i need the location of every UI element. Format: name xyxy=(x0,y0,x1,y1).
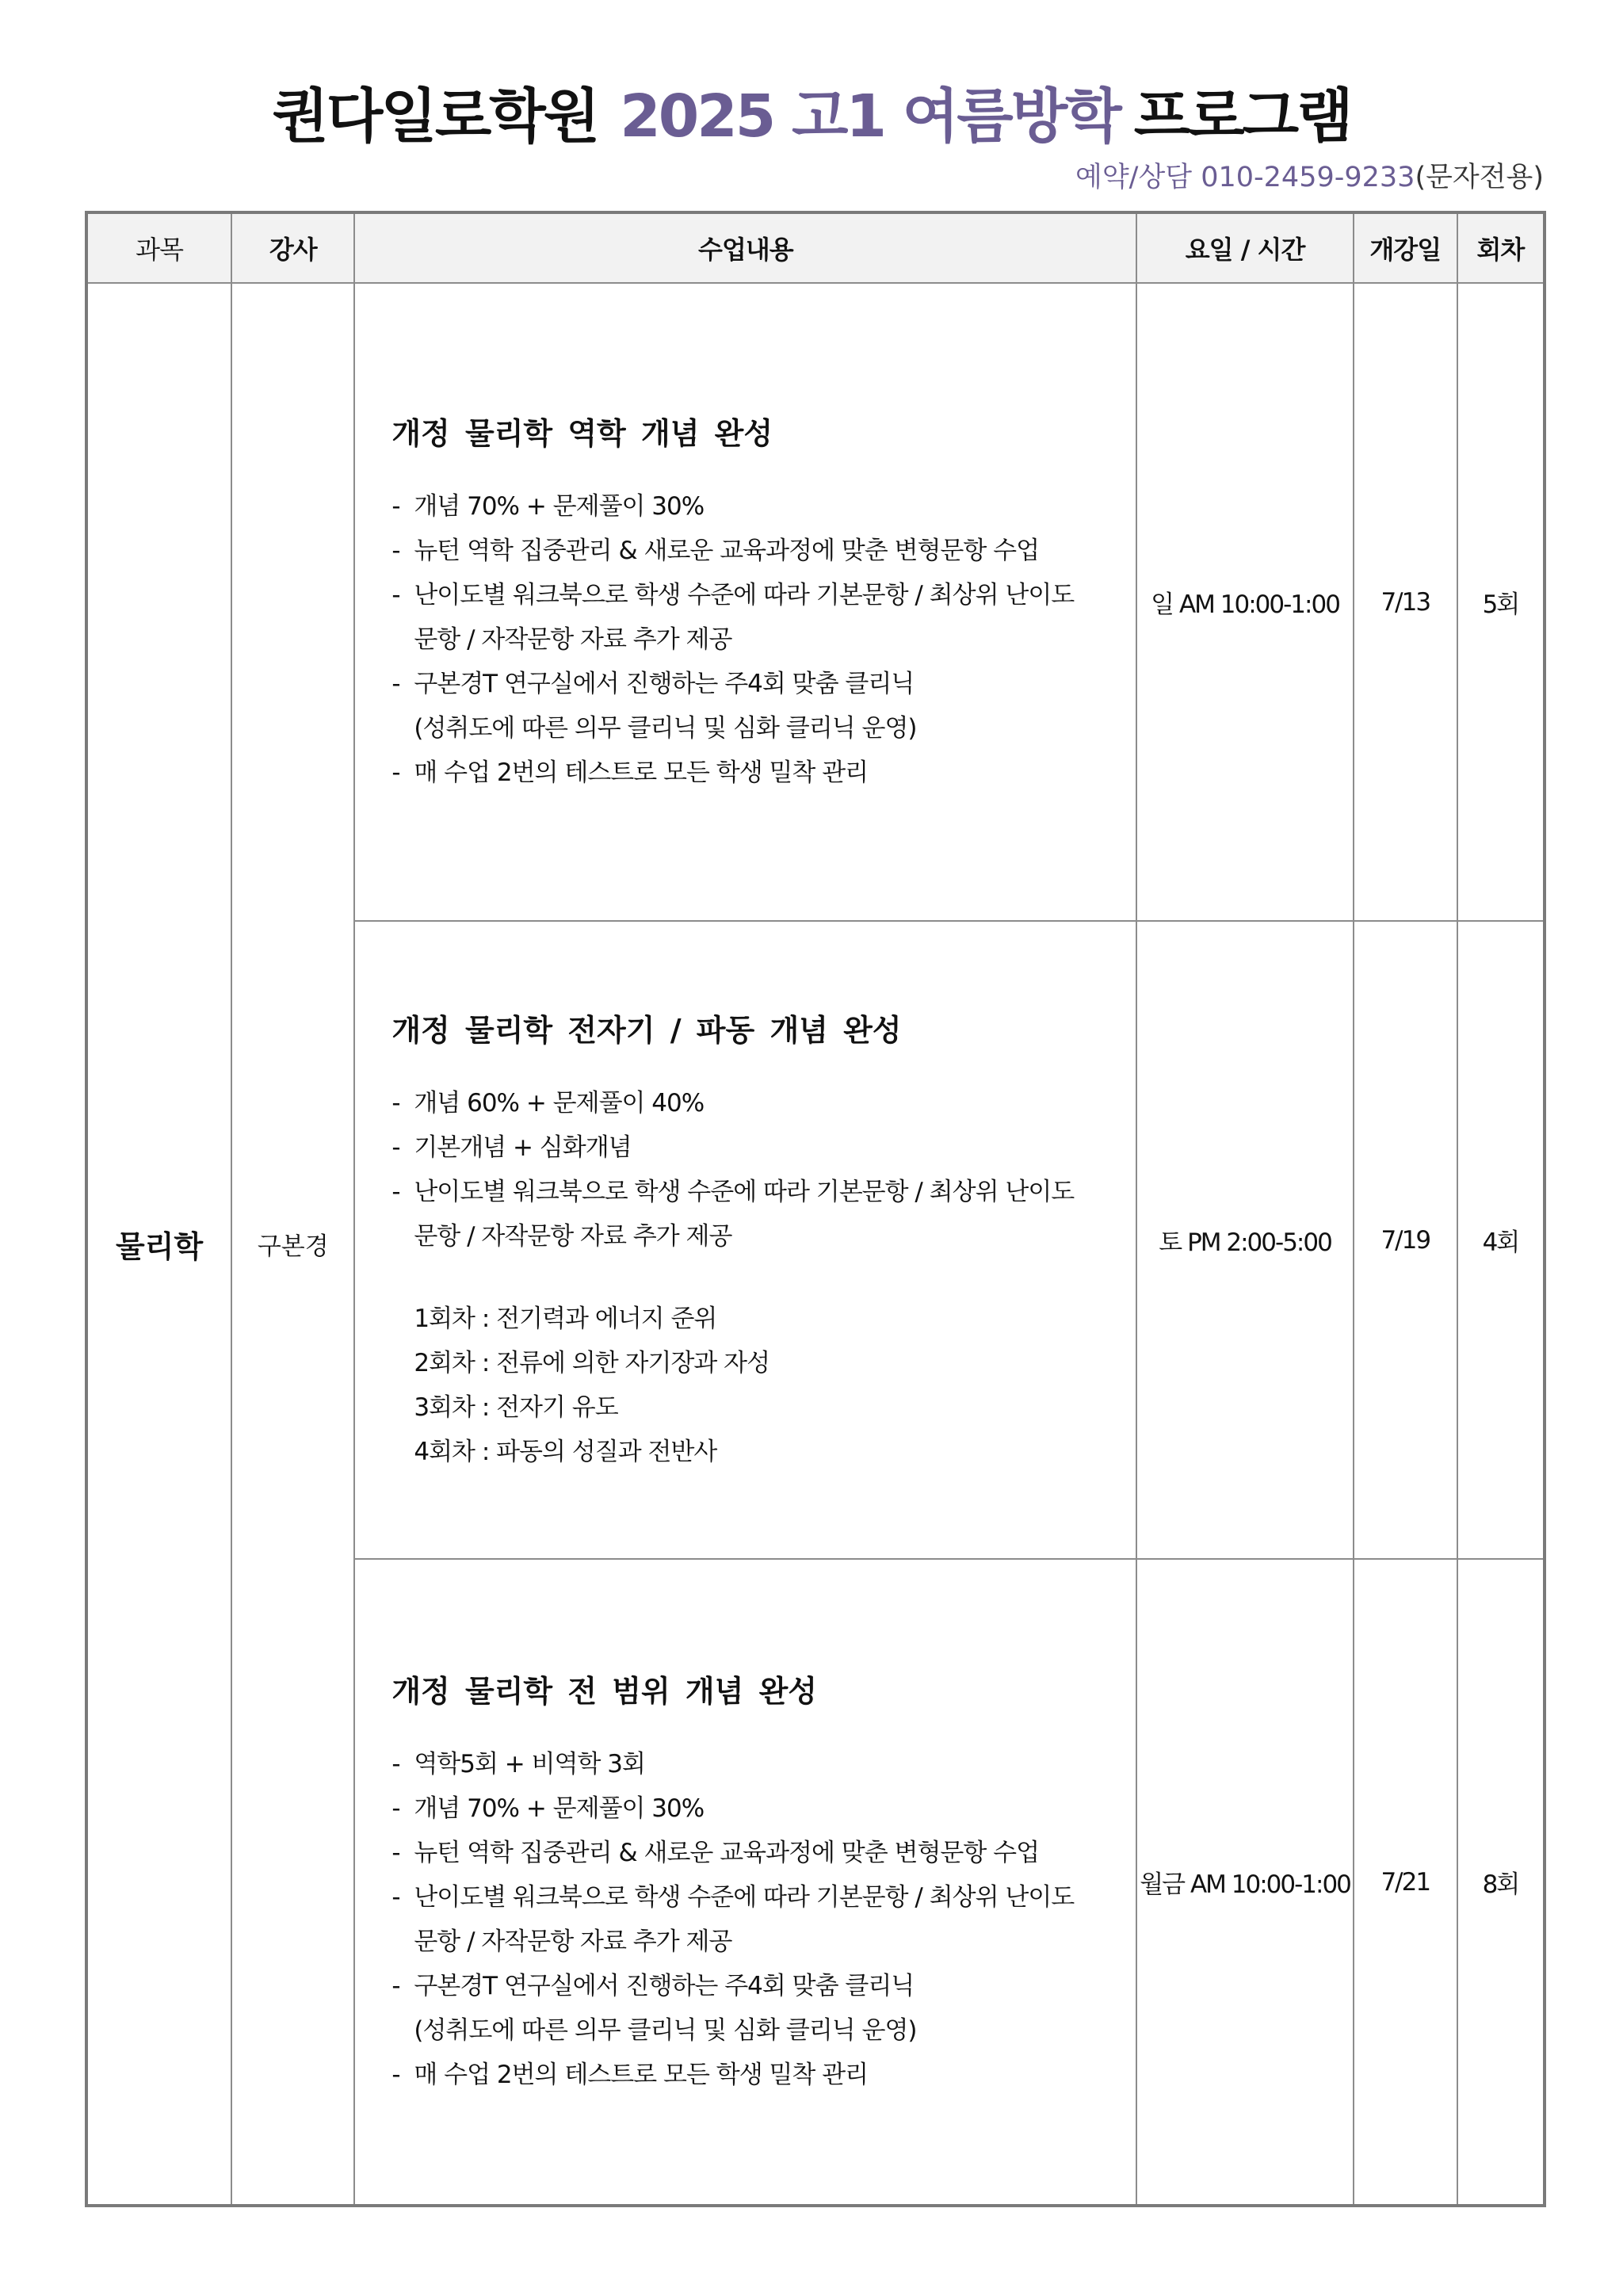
bullet-item: - 기본개념 + 심화개념 xyxy=(391,1125,1136,1170)
day-time-cell: 토 PM 2:00-5:00 xyxy=(1136,921,1353,1559)
contact-info xyxy=(1075,155,1544,195)
session-topics xyxy=(391,1297,1136,1474)
bullet-item: - 개념 70% + 문제풀이 30% xyxy=(391,484,1136,529)
page-title xyxy=(0,70,1623,154)
session-topic-item: 2회차 : 전류에 의한 자기장과 자성 xyxy=(414,1349,770,1377)
day-time-cell: 일 AM 10:00-1:00 xyxy=(1136,283,1353,921)
course-content xyxy=(354,283,1136,921)
table-row xyxy=(86,283,1545,921)
header-content: 수업내용 xyxy=(354,212,1136,283)
bullet-item: - 난이도별 워크북으로 학생 수준에 따라 기본문항 / 최상위 난이도 문항 / 자작문항 자료 추가 제공 xyxy=(391,1875,1136,1964)
session-topic-item: 4회차 : 파동의 성질과 전반사 xyxy=(414,1438,717,1466)
table-header-row xyxy=(86,212,1545,283)
course-bullets xyxy=(391,484,1136,795)
teacher-cell: 구본경 xyxy=(231,283,354,2206)
course-title: 개정 물리학 역학 개념 완성 xyxy=(391,416,773,451)
header-teacher: 강사 xyxy=(231,212,354,283)
course-content xyxy=(354,921,1136,1559)
start-date-cell: 7/21 xyxy=(1354,1559,1457,2206)
course-title: 개정 물리학 전자기 / 파동 개념 완성 xyxy=(391,1013,902,1048)
header-subject: 과목 xyxy=(86,212,231,283)
header-day-time: 요일 / 시간 xyxy=(1136,212,1353,283)
contact-note: (문자전용) xyxy=(1415,162,1544,193)
bullet-item: - 뉴턴 역학 집중관리 & 새로운 교육과정에 맞춘 변형문항 수업 xyxy=(391,529,1136,573)
bullet-item: - 매 수업 2번의 테스트로 모든 학생 밀착 관리 xyxy=(391,751,1136,795)
bullet-item: - 구본경T 연구실에서 진행하는 주4회 맞춤 클리닉 (성취도에 따른 의무 클리닉 및 심화 클리닉 운영) xyxy=(391,1964,1136,2053)
course-bullets xyxy=(391,1742,1136,2097)
start-date-cell: 7/19 xyxy=(1354,921,1457,1559)
bullet-item: - 난이도별 워크북으로 학생 수준에 따라 기본문항 / 최상위 난이도 문항 / 자작문항 자료 추가 제공 xyxy=(391,573,1136,662)
bullet-item: - 개념 60% + 문제풀이 40% xyxy=(391,1081,1136,1125)
schedule-table xyxy=(85,211,1546,2207)
program-year: 2025 고1 여름방학 xyxy=(620,82,1120,151)
bullet-item: - 역학5회 + 비역학 3회 xyxy=(391,1742,1136,1786)
program-name: 프로그램 xyxy=(1133,82,1351,151)
contact-label: 예약/상담 xyxy=(1075,162,1193,193)
course-bullets xyxy=(391,1081,1136,1259)
sessions-cell: 5회 xyxy=(1457,283,1545,921)
course-title: 개정 물리학 전 범위 개념 완성 xyxy=(391,1674,817,1709)
course-content xyxy=(354,1559,1136,2206)
bullet-item: - 구본경T 연구실에서 진행하는 주4회 맞춤 클리닉 (성취도에 따른 의무 클리닉 및 심화 클리닉 운영) xyxy=(391,662,1136,751)
bullet-item: - 개념 70% + 문제풀이 30% xyxy=(391,1786,1136,1831)
subject-cell: 물리학 xyxy=(86,283,231,2206)
sessions-cell: 4회 xyxy=(1457,921,1545,1559)
session-topic-item: 1회차 : 전기력과 에너지 준위 xyxy=(414,1305,717,1333)
bullet-item: - 난이도별 워크북으로 학생 수준에 따라 기본문항 / 최상위 난이도 문항 / 자작문항 자료 추가 제공 xyxy=(391,1170,1136,1259)
bullet-item: - 뉴턴 역학 집중관리 & 새로운 교육과정에 맞춘 변형문항 수업 xyxy=(391,1831,1136,1875)
session-topic-item: 3회차 : 전자기 유도 xyxy=(414,1393,618,1422)
sessions-cell: 8회 xyxy=(1457,1559,1545,2206)
header-sessions: 회차 xyxy=(1457,212,1545,283)
contact-phone: 010-2459-9233 xyxy=(1201,162,1415,193)
academy-name: 퀀다일로학원 xyxy=(272,82,598,151)
day-time-cell: 월금 AM 10:00-1:00 xyxy=(1136,1559,1353,2206)
start-date-cell: 7/13 xyxy=(1354,283,1457,921)
header-start-date: 개강일 xyxy=(1354,212,1457,283)
bullet-item: - 매 수업 2번의 테스트로 모든 학생 밀착 관리 xyxy=(391,2053,1136,2097)
